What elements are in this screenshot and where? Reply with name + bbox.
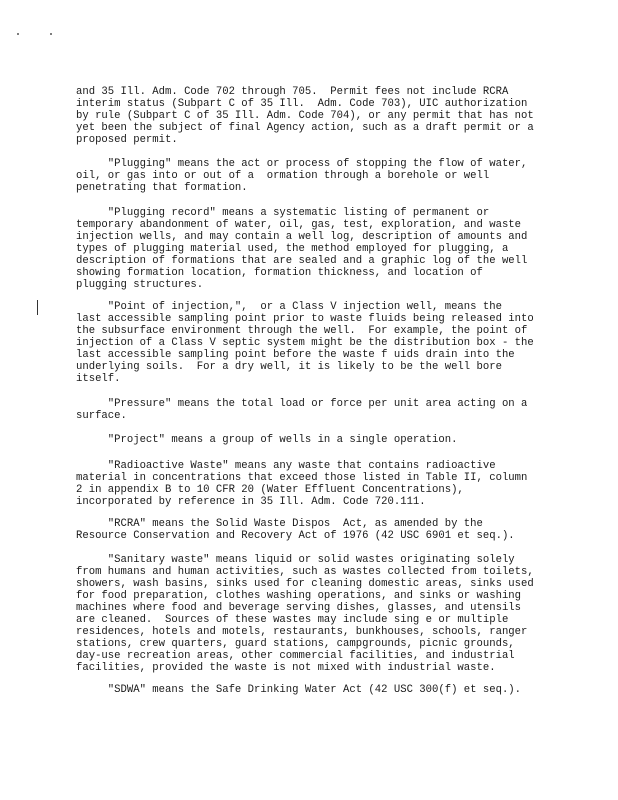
paragraph-sdwa — [76, 684, 546, 696]
text-line: plugging structures. — [76, 279, 204, 291]
paragraph-plugging — [76, 158, 546, 194]
paragraph-rcra — [76, 518, 546, 542]
text-line: "Point of injection,", or a Class V injection well, means the — [76, 301, 502, 313]
text-line: machines where food and beverage serving dishes, glasses, and utensils — [76, 602, 522, 614]
text-line: "Pressure" means the total load or force per unit area acting on a — [76, 398, 528, 410]
paragraph-sanitary-waste — [76, 554, 546, 674]
text-line: surface. — [76, 410, 127, 422]
text-line: "Plugging record" means a systematic listing of permanent or — [76, 207, 490, 219]
text-line: for food preparation, clothes washing operations, and sinks or washing — [76, 590, 522, 602]
text-line: oil, or gas into or out of a ormation through a borehole or well — [76, 170, 490, 182]
text-line: showers, wash basins, sinks used for cleaning domestic areas, sinks used — [76, 578, 534, 590]
text-line: 2 in appendix B to 10 CFR 20 (Water Effluent Concentrations), — [76, 484, 464, 496]
text-line: yet been the subject of final Agency action, such as a draft permit or a — [76, 122, 534, 134]
text-line: by rule (Subpart C of 35 Ill. Adm. Code 704), or any permit that has not — [76, 110, 534, 122]
paragraph-point-of-injection — [76, 301, 546, 385]
text-line: incorporated by reference in 35 Ill. Adm. Code 720.111. — [76, 496, 426, 508]
text-line: the subsurface environment through the well. For example, the point of — [76, 325, 528, 337]
text-line: penetrating that formation. — [76, 182, 248, 194]
text-line: residences, hotels and motels, restaurants, bunkhouses, schools, ranger — [76, 626, 528, 638]
text-line: "Sanitary waste" means liquid or solid wastes originating solely — [76, 554, 515, 566]
text-line: "RCRA" means the Solid Waste Dispos Act, as amended by the — [76, 518, 483, 530]
text-line: "Plugging" means the act or process of stopping the flow of water, — [76, 158, 528, 170]
text-line: last accessible sampling point prior to waste fluids being released into — [76, 313, 534, 325]
text-line: proposed permit. — [76, 134, 178, 146]
text-line: "Project" means a group of wells in a single operation. — [76, 434, 458, 446]
text-line: day-use recreation areas, other commercial facilities, and industrial — [76, 650, 515, 662]
text-line: temporary abandonment of water, oil, gas, test, exploration, and waste — [76, 219, 522, 231]
text-line: itself. — [76, 373, 121, 385]
text-line: injection wells, and may contain a well log, description of amounts and — [76, 231, 528, 243]
text-line: facilities, provided the waste is not mixed with industrial waste. — [76, 662, 496, 674]
text-line: stations, crew quarters, guard stations, campgrounds, picnic grounds, — [76, 638, 515, 650]
paragraph-pressure — [76, 398, 546, 422]
scan-speck — [17, 33, 19, 35]
paragraph-permit-continued — [76, 86, 546, 146]
text-line: "SDWA" means the Safe Drinking Water Act (42 USC 300(f) et seq.). — [76, 684, 522, 696]
text-line: from humans and human activities, such as wastes collected from toilets, — [76, 566, 534, 578]
text-line: "Radioactive Waste" means any waste that contains radioactive — [76, 460, 496, 472]
text-line: last accessible sampling point before the waste f uids drain into the — [76, 349, 515, 361]
text-line: material in concentrations that exceed those listed in Table II, column — [76, 472, 528, 484]
text-line: and 35 Ill. Adm. Code 702 through 705. Permit fees not include RCRA — [76, 86, 509, 98]
text-line: Resource Conservation and Recovery Act of 1976 (42 USC 6901 et seq.). — [76, 530, 515, 542]
paragraph-plugging-record — [76, 207, 546, 291]
scan-edge-mark — [37, 300, 38, 315]
text-line: underlying soils. For a dry well, it is likely to be the well bore — [76, 361, 502, 373]
scan-speck — [50, 33, 52, 35]
text-line: are cleaned. Sources of these wastes may include sing e or multiple — [76, 614, 509, 626]
text-line: interim status (Subpart C of 35 Ill. Adm. Code 703), UIC authorization — [76, 98, 528, 110]
paragraph-project — [76, 434, 546, 446]
paragraph-radioactive-waste — [76, 460, 546, 508]
text-line: description of formations that are sealed and a graphic log of the well — [76, 255, 528, 267]
text-line: showing formation location, formation thickness, and location of — [76, 267, 483, 279]
text-line: injection of a Class V septic system might be the distribution box - the — [76, 337, 534, 349]
text-line: types of plugging material used, the method employed for plugging, a — [76, 243, 509, 255]
